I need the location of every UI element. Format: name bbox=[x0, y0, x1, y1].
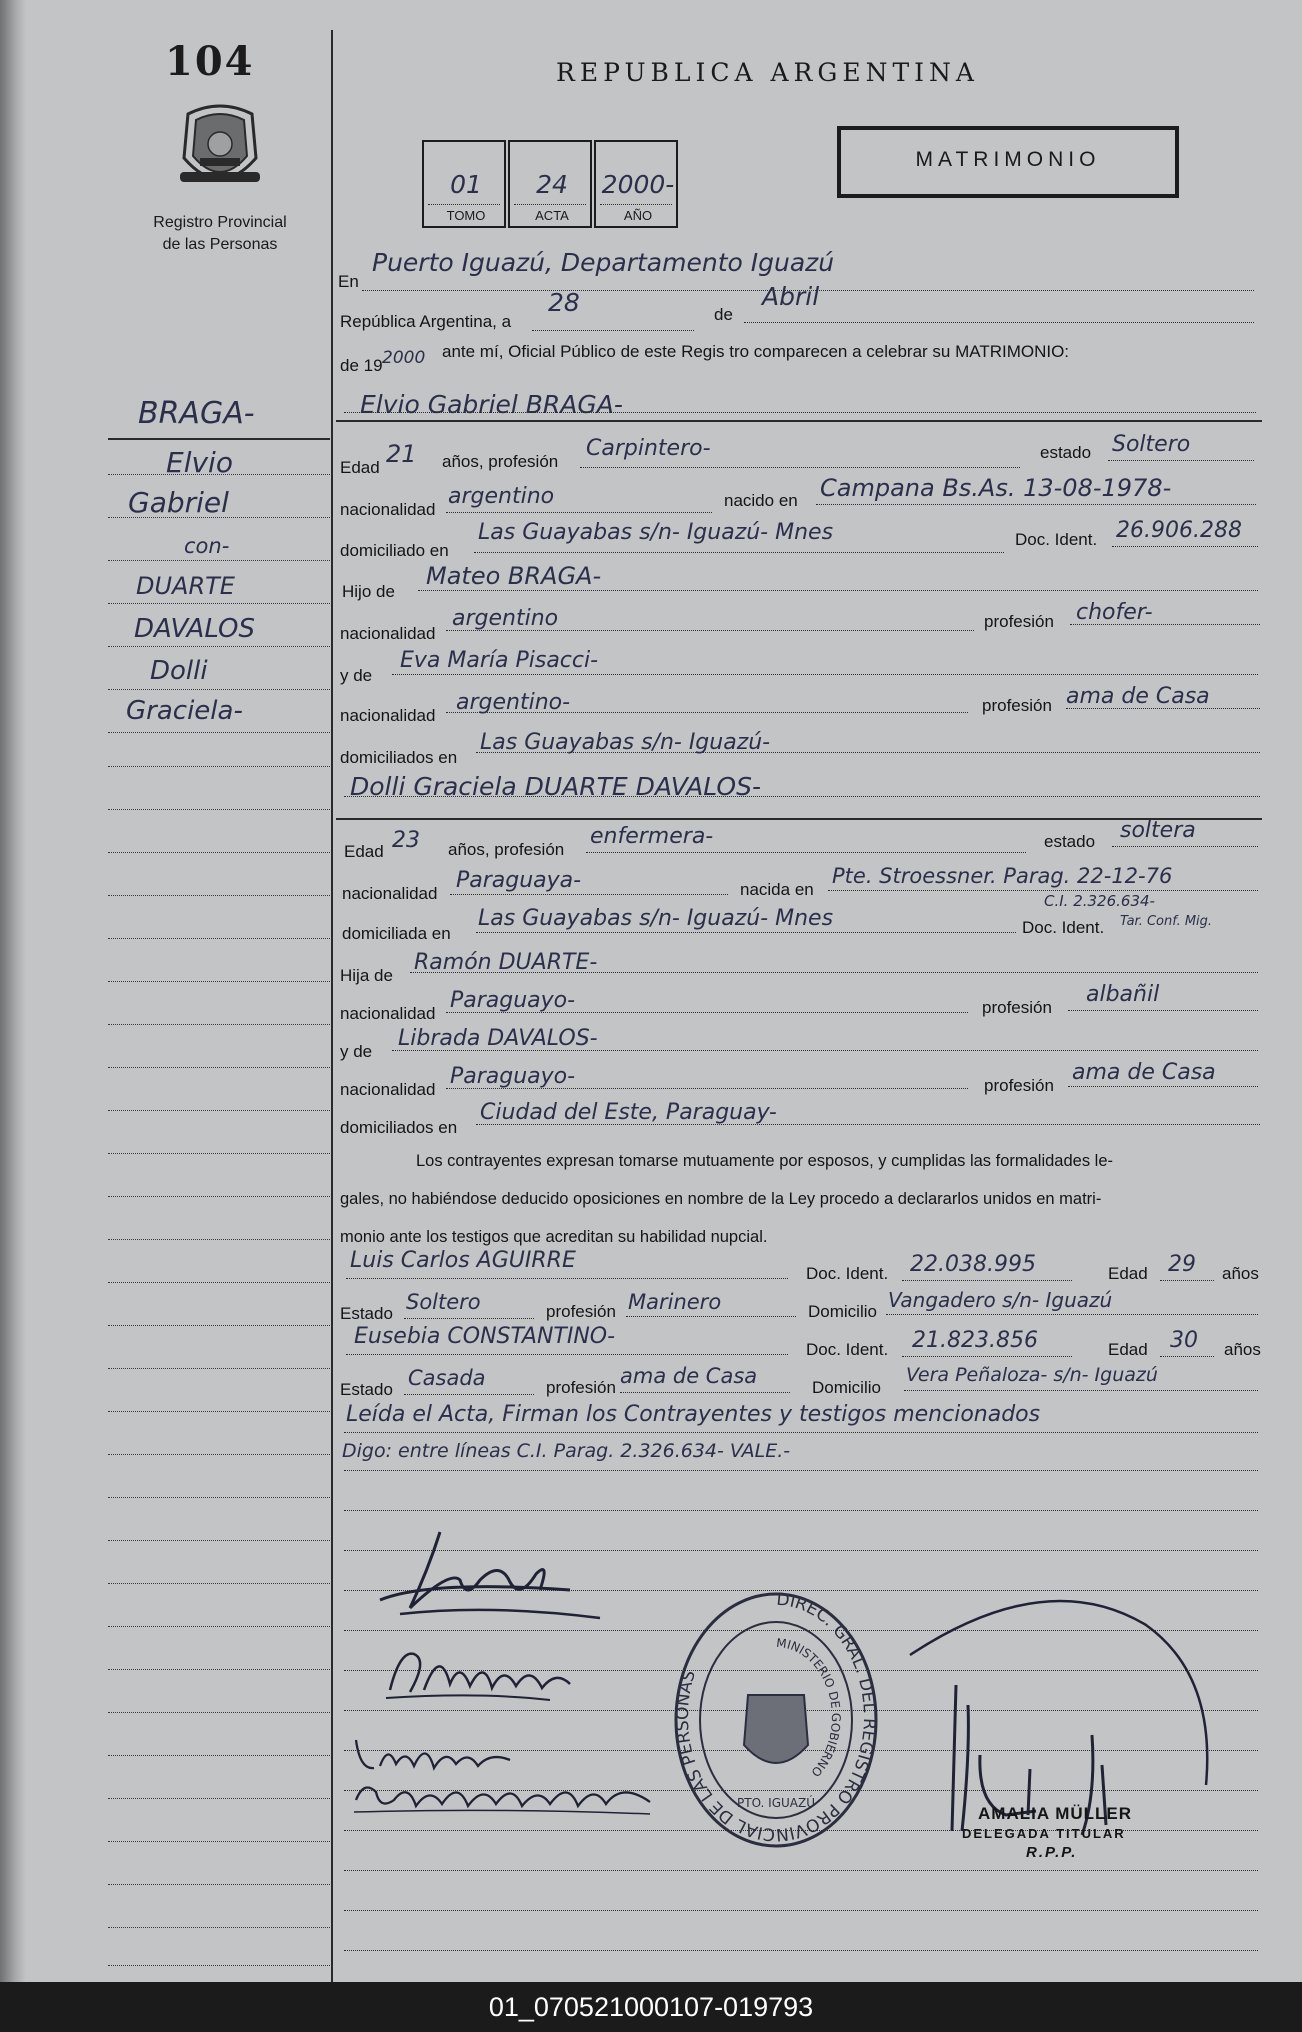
witness1-dom-rule bbox=[886, 1314, 1258, 1315]
witness2-prof-label: profesión bbox=[546, 1378, 616, 1397]
groom-profession-label: años, profesión bbox=[442, 452, 559, 471]
groom-mother-label: y de bbox=[340, 666, 373, 685]
margin-rule bbox=[108, 1497, 330, 1498]
signature-rule bbox=[344, 1510, 1258, 1511]
margin-rule bbox=[108, 1965, 330, 1966]
tomo-cell bbox=[422, 140, 506, 228]
officer-name: AMALIA MÜLLER bbox=[978, 1804, 1133, 1823]
bride-estado-label: estado bbox=[1044, 832, 1096, 851]
margin-rule bbox=[108, 1669, 330, 1670]
bride-born-label: nacida en bbox=[740, 880, 814, 899]
witness2-civil-state: Casada bbox=[408, 1366, 486, 1390]
witness1-estado-rule bbox=[404, 1318, 534, 1319]
groom-father-prof-label: profesión bbox=[984, 612, 1054, 631]
acta-value: 24 bbox=[536, 170, 568, 199]
witness1-age-label: Edad bbox=[1108, 1264, 1148, 1283]
margin-rule bbox=[108, 560, 330, 561]
year-prefix: de 19 bbox=[340, 356, 383, 375]
groom-father-nationality: argentino bbox=[452, 606, 559, 631]
margin-rule bbox=[108, 1325, 330, 1326]
witness1-doc-label: Doc. Ident. bbox=[806, 1264, 889, 1283]
groom-estado-label: estado bbox=[1040, 443, 1092, 462]
ano-label: AÑO bbox=[623, 208, 653, 223]
groom-mother-profession: ama de Casa bbox=[1066, 684, 1210, 709]
groom-age-label: Edad bbox=[340, 458, 380, 477]
tomo-value: 01 bbox=[450, 170, 482, 199]
margin-rule bbox=[108, 1024, 330, 1025]
margin-separator bbox=[108, 438, 330, 440]
groom-estado-rule bbox=[1108, 460, 1254, 461]
groom-domicile-label: domiciliado en bbox=[340, 541, 449, 560]
groom-father-profession: chofer- bbox=[1076, 600, 1153, 625]
stamp-outer-text: DIREC. GRAL. DEL REGISTRO PROVINCIAL DE LAS PERSONAS bbox=[672, 1589, 880, 1845]
declaration-line-1: Los contrayentes expresan tomarse mutuamente por esposos, y cumplidas las formalidades le- bbox=[416, 1152, 1114, 1170]
bride-nationality-label: nacionalidad bbox=[342, 884, 438, 903]
bride-estado-rule bbox=[1112, 846, 1258, 847]
groom-father: Mateo BRAGA- bbox=[426, 562, 602, 590]
groom-mother: Eva María Pisacci- bbox=[400, 648, 599, 673]
witness2-age-rule bbox=[1160, 1356, 1214, 1357]
bride-signature bbox=[380, 1640, 580, 1710]
margin-rule bbox=[108, 474, 330, 475]
groom-nationality-label: nacionalidad bbox=[340, 500, 436, 519]
act-type-label: MATRIMONIO bbox=[915, 148, 1101, 171]
bride-father-label: Hija de bbox=[340, 966, 393, 985]
groom-profession: Carpintero- bbox=[586, 436, 711, 461]
margin-rule bbox=[108, 1884, 330, 1885]
day-value: 28 bbox=[548, 288, 580, 317]
groom-name-rule bbox=[344, 412, 1256, 413]
margin-rule bbox=[108, 1110, 330, 1111]
declaration-line-2: gales, no habiéndose deducido oposiciones en nombre de la Ley procedo a declararlos unidos en matri- bbox=[340, 1190, 1102, 1208]
groom-father-nat-label: nacionalidad bbox=[340, 624, 436, 643]
bride-age: 23 bbox=[392, 828, 420, 853]
bride-profession-label: años, profesión bbox=[448, 840, 565, 859]
groom-parents-domicile: Las Guayabas s/n- Iguazú- bbox=[480, 730, 771, 755]
groom-father-rule bbox=[418, 590, 1258, 591]
signature-rule bbox=[344, 1950, 1258, 1951]
witness1-dom-label: Domicilio bbox=[808, 1302, 877, 1321]
witness2-doc-rule bbox=[902, 1356, 1072, 1357]
groom-mother-nat-label: nacionalidad bbox=[340, 706, 436, 725]
witness1-domicile: Vangadero s/n- Iguazú bbox=[888, 1288, 1113, 1312]
margin-rule bbox=[108, 1153, 330, 1154]
bride-father-prof-label: profesión bbox=[982, 998, 1052, 1017]
margin-note: DAVALOS bbox=[134, 614, 255, 644]
groom-domicile: Las Guayabas s/n- Iguazú- Mnes bbox=[478, 520, 834, 545]
margin-rule bbox=[108, 766, 330, 767]
republica-label: República Argentina, a bbox=[340, 312, 512, 331]
bride-profession: enfermera- bbox=[590, 824, 714, 849]
intro-text: ante mí, Oficial Público de este Regis tro comparecen a celebrar su MATRIMONIO: bbox=[442, 342, 1070, 361]
margin-note: con- bbox=[184, 534, 230, 558]
witness1-name: Luis Carlos AGUIRRE bbox=[350, 1248, 576, 1273]
provincial-seal-logo bbox=[170, 96, 270, 200]
registry-name bbox=[130, 212, 310, 256]
margin-note: Dolli bbox=[150, 656, 208, 686]
margin-note: DUARTE bbox=[136, 572, 235, 600]
witness2-name-rule bbox=[346, 1354, 788, 1355]
place-value: Puerto Iguazú, Departamento Iguazú bbox=[372, 248, 835, 277]
witness1-doc: 22.038.995 bbox=[910, 1252, 1036, 1277]
margin-note: BRAGA- bbox=[138, 396, 255, 431]
day-rule bbox=[532, 330, 694, 331]
bride-nationality-rule bbox=[450, 894, 728, 895]
margin-rule bbox=[108, 646, 330, 647]
margin-rule bbox=[108, 1454, 330, 1455]
witness1-age-rule bbox=[1160, 1280, 1214, 1281]
bride-civil-state: soltera bbox=[1120, 818, 1196, 843]
groom-mother-rule bbox=[392, 674, 1258, 675]
officer-title: DELEGADA TITULAR bbox=[962, 1826, 1126, 1841]
witness2-years-label: años bbox=[1224, 1340, 1261, 1359]
margin-rule bbox=[108, 938, 330, 939]
closing-line-2: Digo: entre líneas C.I. Parag. 2.326.634- VALE.- bbox=[342, 1440, 791, 1462]
tomo-label: TOMO bbox=[446, 208, 486, 223]
margin-rule bbox=[108, 1755, 330, 1756]
bride-mother-nationality: Paraguayo- bbox=[450, 1064, 576, 1089]
margin-divider bbox=[331, 30, 333, 1982]
groom-father-label: Hijo de bbox=[342, 582, 395, 601]
groom-doc-rule bbox=[1112, 546, 1258, 547]
bride-mother-prof-rule bbox=[1068, 1086, 1258, 1087]
margin-rule bbox=[108, 1927, 330, 1928]
closing-line-1: Leída el Acta, Firman los Contrayentes y testigos mencionados bbox=[346, 1402, 1041, 1427]
closing-line-1-rule bbox=[344, 1432, 1258, 1433]
witness1-doc-rule bbox=[902, 1280, 1072, 1281]
witness1-years-label: años bbox=[1222, 1264, 1259, 1283]
ano-rule bbox=[600, 204, 672, 205]
margin-note: Elvio bbox=[166, 446, 233, 479]
witness2-doc-label: Doc. Ident. bbox=[806, 1340, 889, 1359]
en-label: En bbox=[338, 272, 359, 291]
groom-name: Elvio Gabriel BRAGA- bbox=[360, 390, 623, 419]
month-value: Abril bbox=[762, 282, 820, 311]
bride-parents-domicile-label: domiciliados en bbox=[340, 1118, 458, 1137]
margin-rule bbox=[108, 895, 330, 896]
witness1-age: 29 bbox=[1168, 1252, 1196, 1277]
margin-rule bbox=[108, 1626, 330, 1627]
bride-father-profession: albañil bbox=[1086, 982, 1160, 1007]
bride-mother: Librada DAVALOS- bbox=[398, 1026, 598, 1051]
witness1-prof-rule bbox=[626, 1316, 796, 1317]
margin-rule bbox=[108, 1712, 330, 1713]
bride-name-rule bbox=[344, 796, 1260, 797]
country-title: REPUBLICA ARGENTINA bbox=[556, 58, 979, 87]
witness2-age-label: Edad bbox=[1108, 1340, 1148, 1359]
margin-rule bbox=[108, 1841, 330, 1842]
margin-rule bbox=[108, 1282, 330, 1283]
witness2-age: 30 bbox=[1170, 1328, 1198, 1353]
official-stamp bbox=[668, 1585, 884, 1855]
registry-line-2: de las Personas bbox=[162, 236, 278, 253]
signature-rule bbox=[344, 1910, 1258, 1911]
ano-cell bbox=[594, 140, 678, 228]
bride-father-prof-rule bbox=[1068, 1010, 1258, 1011]
groom-nationality-rule bbox=[446, 512, 712, 513]
margin-rule bbox=[108, 809, 330, 810]
witness2-estado-label: Estado bbox=[340, 1380, 393, 1399]
bride-birth: Pte. Stroessner. Parag. 22-12-76 bbox=[832, 864, 1173, 888]
bride-age-label: Edad bbox=[344, 842, 384, 861]
bride-profession-rule bbox=[586, 852, 1026, 853]
bride-father-nationality: Paraguayo- bbox=[450, 988, 576, 1013]
groom-mother-nationality: argentino- bbox=[456, 690, 571, 715]
margin-rule bbox=[108, 1368, 330, 1369]
bride-name: Dolli Graciela DUARTE DAVALOS- bbox=[350, 772, 761, 801]
bride-nationality: Paraguaya- bbox=[456, 868, 582, 893]
bride-mother-prof-label: profesión bbox=[984, 1076, 1054, 1095]
witness2-doc: 21.823.856 bbox=[912, 1328, 1038, 1353]
groom-age: 21 bbox=[386, 440, 417, 468]
margin-rule bbox=[108, 1239, 330, 1240]
bride-doc: C.I. 2.326.634- bbox=[1044, 892, 1155, 910]
witness2-estado-rule bbox=[404, 1394, 534, 1395]
witness1-name-rule bbox=[346, 1278, 788, 1279]
bride-doc-label: Doc. Ident. bbox=[1022, 918, 1105, 937]
bride-birth-rule bbox=[828, 890, 1258, 891]
groom-separator bbox=[336, 420, 1262, 422]
margin-rule bbox=[108, 732, 330, 733]
groom-nationality: argentino bbox=[448, 484, 555, 509]
groom-doc-label: Doc. Ident. bbox=[1015, 530, 1098, 549]
groom-parents-domicile-label: domiciliados en bbox=[340, 748, 458, 767]
groom-mother-prof-label: profesión bbox=[982, 696, 1052, 715]
margin-rule bbox=[108, 852, 330, 853]
bride-father: Ramón DUARTE- bbox=[414, 950, 598, 975]
groom-born-label: nacido en bbox=[724, 491, 798, 510]
bride-mother-label: y de bbox=[340, 1042, 373, 1061]
bride-mother-nat-label: nacionalidad bbox=[340, 1080, 436, 1099]
witness2-domicile: Vera Peñaloza- s/n- Iguazú bbox=[906, 1364, 1158, 1386]
groom-birth-rule bbox=[816, 504, 1256, 505]
groom-signature bbox=[370, 1520, 610, 1630]
witness1-estado-label: Estado bbox=[340, 1304, 393, 1323]
groom-civil-state: Soltero bbox=[1112, 432, 1191, 457]
margin-rule bbox=[108, 1583, 330, 1584]
bride-mother-profession: ama de Casa bbox=[1072, 1060, 1216, 1085]
witness2-name: Eusebia CONSTANTINO- bbox=[354, 1324, 616, 1349]
margin-rule bbox=[108, 1196, 330, 1197]
officer-org: R.P.P. bbox=[1026, 1844, 1078, 1861]
margin-rule bbox=[108, 981, 330, 982]
witness2-dom-label: Domicilio bbox=[812, 1378, 881, 1397]
scan-filename: 01_070521000107-019793 bbox=[488, 1992, 814, 2022]
margin-rule bbox=[108, 1411, 330, 1412]
groom-profession-rule bbox=[580, 467, 1020, 468]
acta-label: ACTA bbox=[535, 208, 569, 223]
registry-line-1: Registro Provincial bbox=[153, 214, 287, 231]
closing-line-2-rule bbox=[344, 1470, 1258, 1471]
bride-father-nat-label: nacionalidad bbox=[340, 1004, 436, 1023]
bride-domicile: Las Guayabas s/n- Iguazú- Mnes bbox=[478, 906, 834, 931]
acta-rule bbox=[514, 204, 586, 205]
margin-rule bbox=[108, 1067, 330, 1068]
witness1-civil-state: Soltero bbox=[406, 1290, 481, 1314]
witness1-prof-label: profesión bbox=[546, 1302, 616, 1321]
stamp-inner-text: MINISTERIO DE GOBIERNO bbox=[775, 1635, 843, 1780]
tomo-rule bbox=[428, 204, 500, 205]
witness2-prof-rule bbox=[620, 1392, 790, 1393]
margin-rule bbox=[108, 1798, 330, 1799]
acta-cell bbox=[508, 140, 592, 228]
margin-rule bbox=[108, 517, 330, 518]
groom-doc: 26.906.288 bbox=[1116, 518, 1242, 543]
groom-birth: Campana Bs.As. 13-08-1978- bbox=[820, 474, 1172, 502]
year-value: 2000 bbox=[382, 348, 426, 368]
witness2-signature bbox=[350, 1770, 660, 1820]
groom-domicile-rule bbox=[474, 552, 1004, 553]
bride-domicile-rule bbox=[476, 932, 1016, 933]
witness1-profession: Marinero bbox=[628, 1290, 722, 1314]
witness2-dom-rule bbox=[904, 1390, 1258, 1391]
bride-domicile-label: domiciliada en bbox=[342, 924, 451, 943]
declaration-line-3: monio ante los testigos que acreditan su habilidad nupcial. bbox=[340, 1228, 768, 1246]
month-rule bbox=[744, 322, 1254, 323]
bride-doc-note: Tar. Conf. Mig. bbox=[1120, 914, 1213, 929]
de-label: de bbox=[714, 305, 733, 324]
page-number: 104 bbox=[165, 38, 255, 85]
margin-rule bbox=[108, 689, 330, 690]
margin-rule bbox=[108, 1540, 330, 1541]
margin-rule bbox=[108, 603, 330, 604]
witness2-profession: ama de Casa bbox=[620, 1364, 758, 1388]
stamp-location: PTO. IGUAZÚ bbox=[737, 1796, 815, 1810]
margin-note: Gabriel bbox=[128, 486, 229, 519]
margin-note: Graciela- bbox=[126, 696, 243, 726]
ano-value: 2000- bbox=[601, 170, 675, 199]
bride-parents-domicile: Ciudad del Este, Paraguay- bbox=[480, 1100, 777, 1125]
